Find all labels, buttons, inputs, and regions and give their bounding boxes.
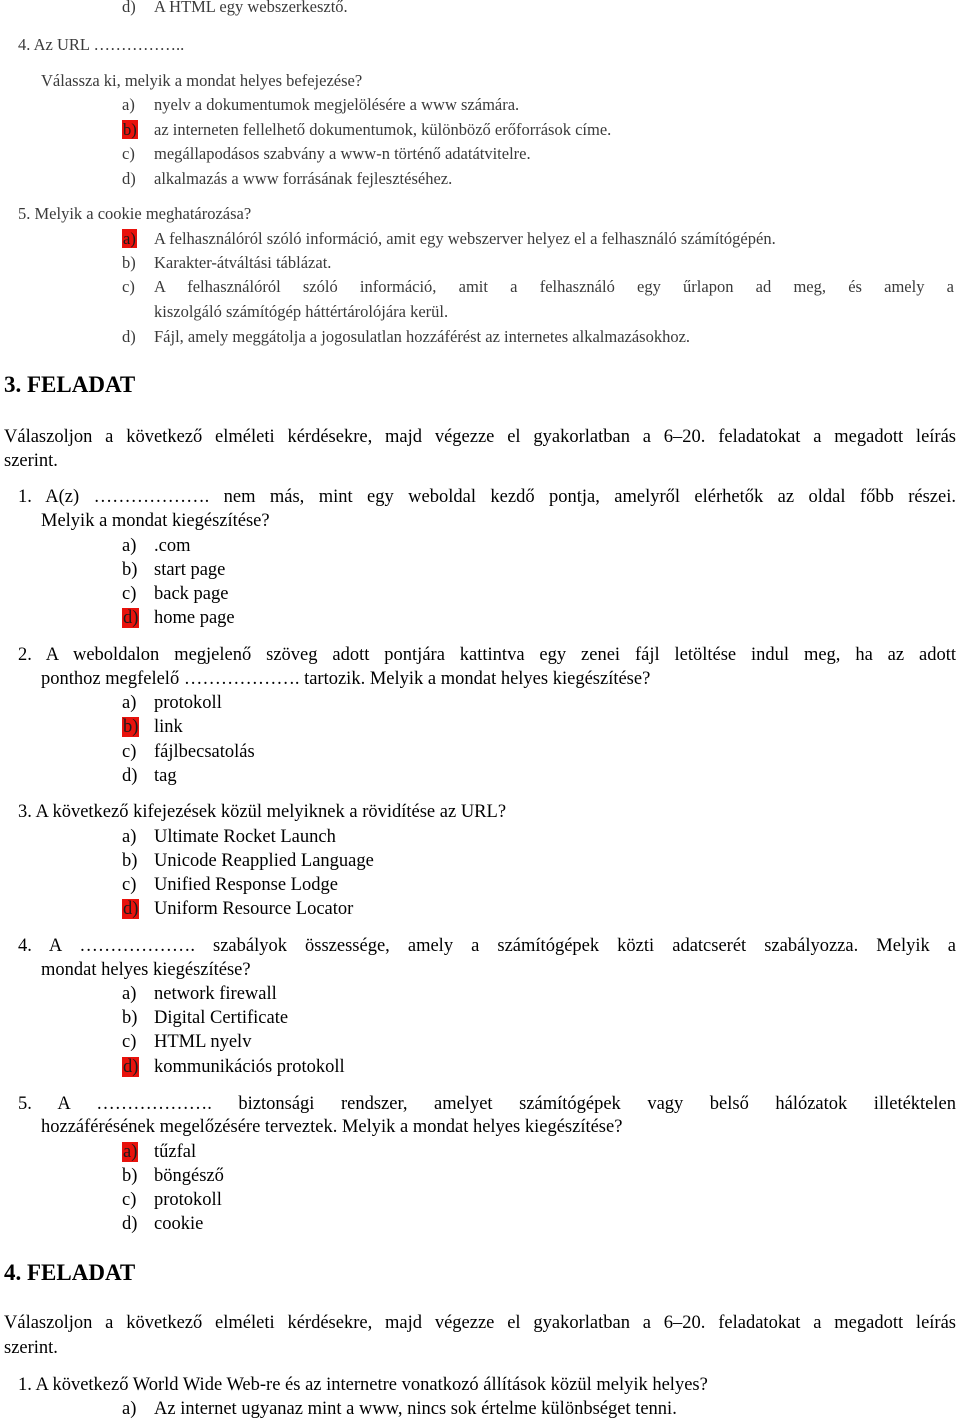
- s3-intro-cont: szerint.: [4, 451, 58, 471]
- s2-q5-option-c-cont: kiszolgáló számítógép háttértárolójára kerül.: [154, 302, 449, 321]
- s4-q1-question: 1. A következő World Wide Web-re és az internetre vonatkozó állítások közül melyik helyes?: [18, 1375, 708, 1395]
- s3-q5-option-b: b) böngésző: [122, 1166, 224, 1186]
- correct-answer-mark: a): [123, 229, 136, 248]
- s3-q5-question-cont: hozzáférésének megelőzésére terveztek. Melyik a mondat helyes kiegészítése?: [41, 1117, 623, 1137]
- s2-q3-option-d: d) A HTML egy webszerkesztő.: [122, 0, 348, 16]
- s4-intro-cont: szerint.: [4, 1338, 58, 1358]
- s3-q1-question: 1. A(z) ………………. nem más, mint egy weboldal kezdő pontja, amelyről elérhetők az oldal főbb részei.: [18, 487, 956, 507]
- s3-q4-option-b: b) Digital Certificate: [122, 1008, 289, 1028]
- s2-q4-prompt: Válassza ki, melyik a mondat helyes befejezése?: [41, 71, 363, 90]
- s2-q4-option-c: c) megállapodásos szabvány a www-n történő adatátvitelre.: [122, 144, 531, 163]
- correct-answer-mark: d): [123, 899, 139, 919]
- correct-answer-mark: a): [123, 1142, 138, 1162]
- s3-q4-question: 4. A ………………. szabályok összessége, amely a számítógépek közti adatcserét szabályozza. Melyik a: [18, 936, 956, 956]
- s3-q3-option-d: d) Uniform Resource Locator: [123, 899, 354, 919]
- correct-answer-mark: d): [123, 1057, 139, 1077]
- s2-q5-option-a: a) A felhasználóról szóló információ, amit egy webszerver helyez el a felhasználó számítógépén.: [123, 229, 776, 248]
- s3-q4-option-c: c) HTML nyelv: [122, 1032, 252, 1052]
- s2-q5-title: 5. Melyik a cookie meghatározása?: [18, 204, 252, 223]
- correct-answer-mark: b): [123, 717, 139, 737]
- s2-q5-option-b: b) Karakter-átváltási táblázat.: [122, 253, 332, 272]
- s3-q2-option-b: b) link: [123, 717, 183, 737]
- s2-q4-title: 4. Az URL ……………..: [18, 35, 185, 54]
- s3-q1-option-d: d) home page: [123, 608, 235, 628]
- s3-q4-option-d: d) kommunikációs protokoll: [123, 1057, 345, 1077]
- s3-q4-question-cont: mondat helyes kiegészítése?: [41, 960, 251, 980]
- s3-q1-option-a: a) .com: [122, 536, 191, 556]
- s2-q4-option-b: b) az interneten fellelhető dokumentumok, különböző erőforrások címe.: [123, 120, 612, 139]
- s2-q5-option-c: c) A felhasználóról szóló információ, amit a felhasználó egy űrlapon ad meg, és amely a: [122, 277, 954, 296]
- s3-q5-question: 5. A ………………. biztonsági rendszer, amelyet számítógépek vagy belső hálózatok illetéktelen: [18, 1094, 956, 1114]
- s3-q5-option-a: a) tűzfal: [123, 1142, 197, 1162]
- correct-answer-mark: d): [123, 608, 139, 628]
- s4-intro: Válaszoljon a következő elméleti kérdésekre, majd végezze el gyakorlatban a 6–20. feladatokat a megadott leírás: [4, 1313, 956, 1333]
- s3-q3-question: 3. A következő kifejezések közül melyiknek a rövidítése az URL?: [18, 802, 507, 822]
- s4-q1-option-a: a) Az internet ugyanaz mint a www, nincs sok értelme különbséget tenni.: [122, 1399, 677, 1419]
- s3-q2-option-d: d) tag: [122, 766, 177, 786]
- correct-answer-mark: b): [123, 120, 137, 139]
- s3-q2-option-c: c) fájlbecsatolás: [122, 742, 255, 762]
- s3-intro: Válaszoljon a következő elméleti kérdésekre, majd végezze el gyakorlatban a 6–20. feladatokat a megadott leírás: [4, 427, 956, 447]
- s3-q4-option-a: a) network firewall: [122, 984, 277, 1004]
- s3-q1-option-b: b) start page: [122, 560, 226, 580]
- s3-q2-question: 2. A weboldalon megjelenő szöveg adott pontjára kattintva egy zenei fájl letöltése indul meg, ha az adott: [18, 645, 956, 665]
- s3-q2-option-a: a) protokoll: [122, 693, 222, 713]
- s3-q2-question-cont: ponthoz megfelelő ………………. tartozik. Melyik a mondat helyes kiegészítése?: [41, 669, 651, 689]
- section-heading-3: 3. FELADAT: [4, 372, 136, 397]
- s3-q1-question-cont: Melyik a mondat kiegészítése?: [41, 511, 270, 531]
- s3-q1-option-c: c) back page: [122, 584, 229, 604]
- s2-q4-option-a: a) nyelv a dokumentumok megjelölésére a www számára.: [122, 95, 520, 114]
- s3-q3-option-c: c) Unified Response Lodge: [122, 875, 338, 895]
- s3-q3-option-a: a) Ultimate Rocket Launch: [122, 827, 336, 847]
- s2-q5-option-d: d) Fájl, amely meggátolja a jogosulatlan hozzáférést az internetes alkalmazásokhoz.: [122, 327, 691, 346]
- s2-q4-option-d: d) alkalmazás a www forrásának fejlesztéséhez.: [122, 169, 453, 188]
- s3-q5-option-d: d) cookie: [122, 1214, 204, 1234]
- s3-q3-option-b: b) Unicode Reapplied Language: [122, 851, 374, 871]
- s3-q5-option-c: c) protokoll: [122, 1190, 222, 1210]
- section-heading-4: 4. FELADAT: [4, 1260, 136, 1285]
